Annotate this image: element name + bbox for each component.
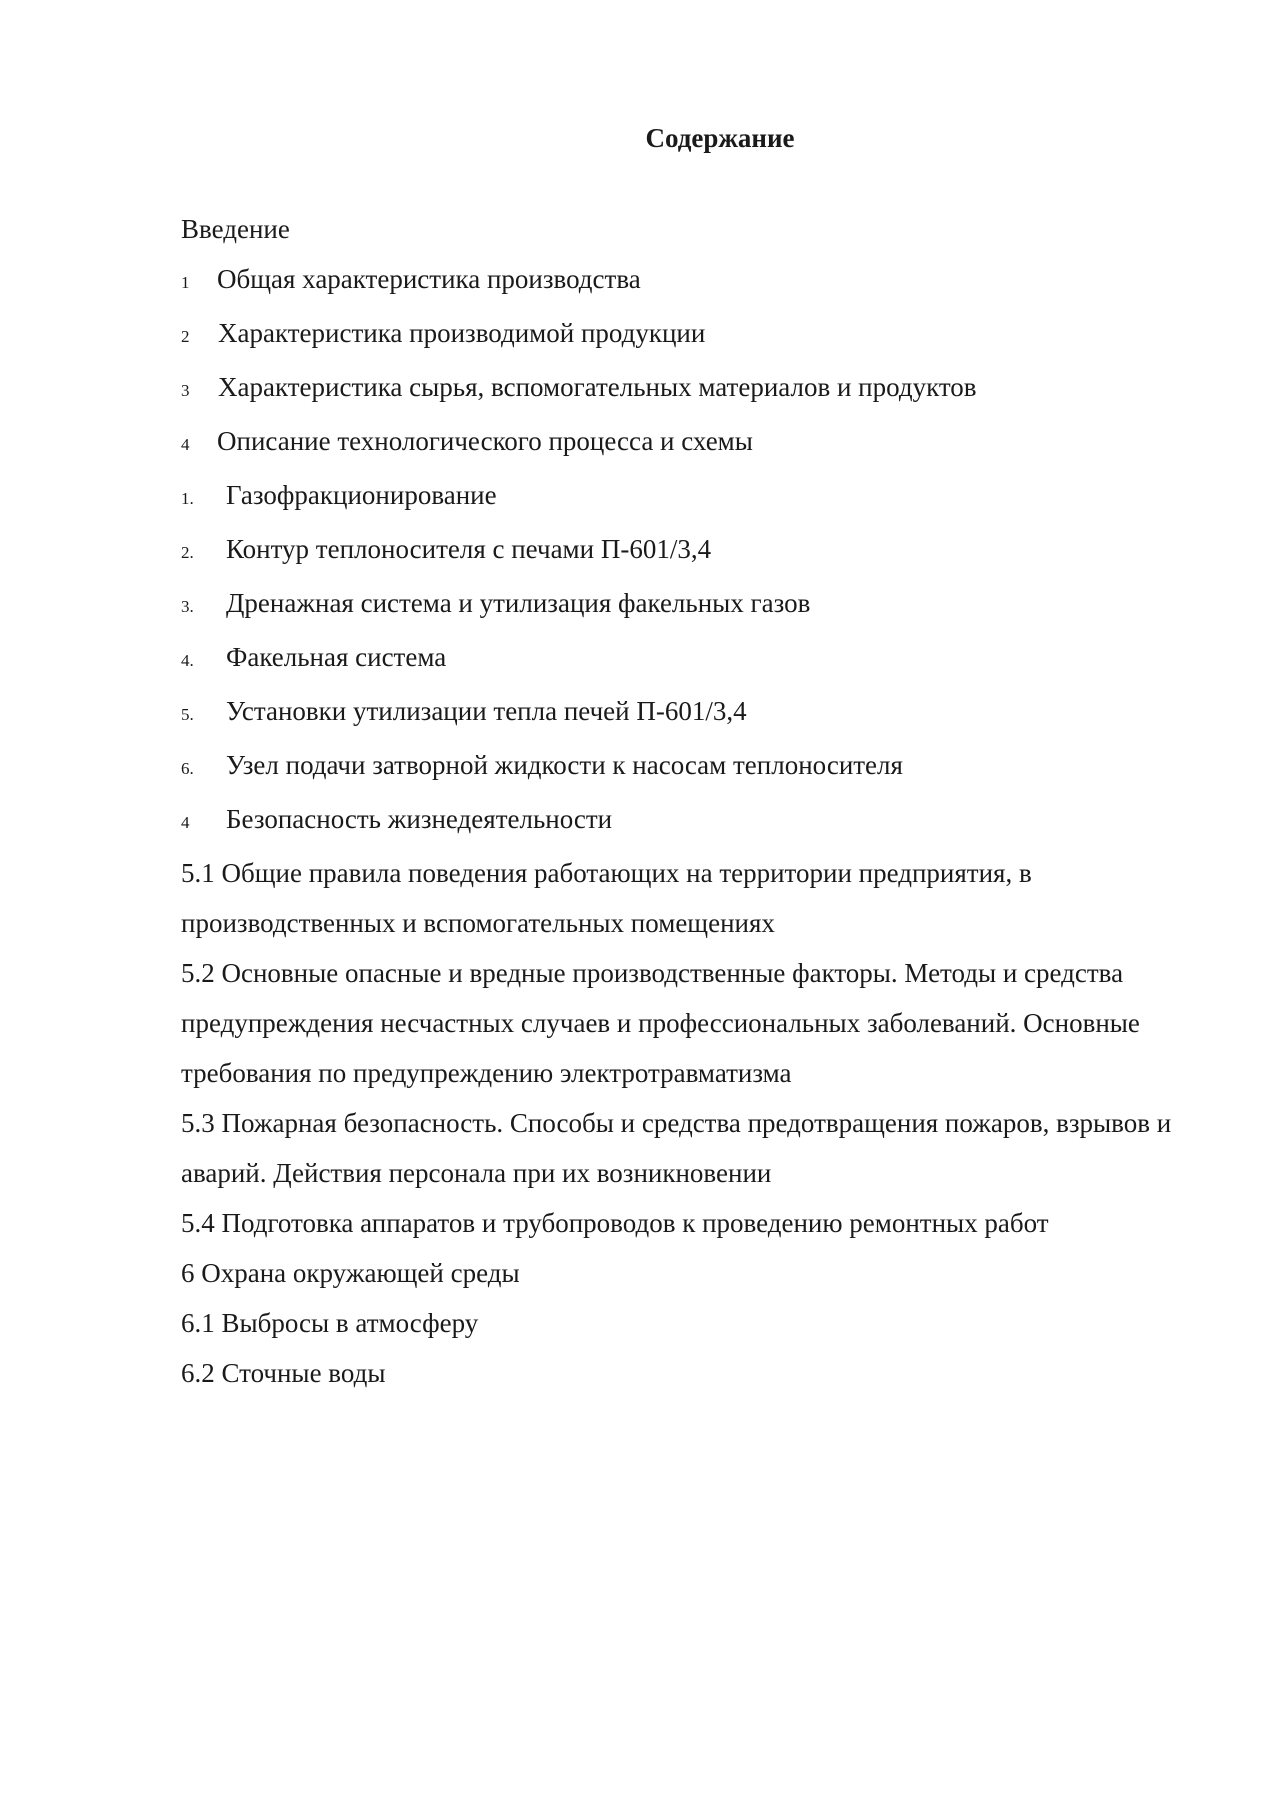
toc-item-number: 5. xyxy=(181,705,194,724)
toc-item-chapter-3 xyxy=(181,362,1191,416)
table-of-contents xyxy=(181,204,1191,1398)
toc-item-6-2 xyxy=(181,1348,1191,1398)
toc-item-number: 2. xyxy=(181,543,194,562)
toc-item-label: Факельная система xyxy=(226,642,447,672)
toc-item-label: Введение xyxy=(181,214,290,244)
toc-item-chapter-2 xyxy=(181,308,1191,362)
toc-item-chapter-6 xyxy=(181,1248,1191,1298)
toc-item-label: Характеристика сырья, вспомогательных материалов и продуктов xyxy=(218,372,977,402)
toc-item-label: 6.2 Сточные воды xyxy=(181,1358,386,1388)
toc-item-section-3 xyxy=(181,578,1191,632)
toc-item-number: 3. xyxy=(181,597,194,616)
toc-item-6-1 xyxy=(181,1298,1191,1348)
page-title: Содержание xyxy=(645,123,795,153)
toc-item-number: 1. xyxy=(181,489,194,508)
toc-item-section-5 xyxy=(181,686,1191,740)
toc-item-introduction xyxy=(181,204,1191,254)
toc-item-label: Безопасность жизнедеятельности xyxy=(226,804,613,834)
toc-item-number: 6. xyxy=(181,759,194,778)
toc-item-label: Контур теплоносителя с печами П-601/3,4 xyxy=(226,534,712,564)
toc-item-label: 5.2 Основные опасные и вредные производственные факторы. Методы и средства предупреждения несчастных случаев и профессиональных заболеваний. Основные требования по предупреждению электротравматизма xyxy=(181,958,1140,1088)
toc-item-label: 5.4 Подготовка аппаратов и трубопроводов к проведению ремонтных работ xyxy=(181,1208,1049,1238)
toc-item-number: 4 xyxy=(181,435,190,454)
toc-item-number: 4 xyxy=(181,813,190,832)
toc-item-label: Характеристика производимой продукции xyxy=(218,318,706,348)
toc-item-chapter-4 xyxy=(181,416,1191,470)
toc-item-label: Газофракционирование xyxy=(226,480,497,510)
toc-item-label: Дренажная система и утилизация факельных газов xyxy=(226,588,811,618)
toc-item-number: 3 xyxy=(181,381,190,400)
toc-item-label: 6.1 Выбросы в атмосферу xyxy=(181,1308,479,1338)
toc-item-5-4 xyxy=(181,1198,1191,1248)
toc-item-label: 6 Охрана окружающей среды xyxy=(181,1258,520,1288)
toc-item-label: Общая характеристика производства xyxy=(217,264,641,294)
toc-item-section-1 xyxy=(181,470,1191,524)
toc-item-safety xyxy=(181,794,1191,848)
toc-item-chapter-1 xyxy=(181,254,1191,308)
toc-item-label: Описание технологического процесса и схемы xyxy=(217,426,753,456)
toc-item-section-6 xyxy=(181,740,1191,794)
toc-item-number: 2 xyxy=(181,327,190,346)
toc-item-5-3 xyxy=(181,1098,1191,1198)
toc-item-label: Узел подачи затворной жидкости к насосам теплоносителя xyxy=(226,750,903,780)
toc-item-number: 1 xyxy=(181,273,190,292)
toc-item-section-4 xyxy=(181,632,1191,686)
toc-item-5-1 xyxy=(181,848,1191,948)
toc-item-label: 5.3 Пожарная безопасность. Способы и средства предотвращения пожаров, взрывов и аварий. Действия персонала при их возникновении xyxy=(181,1108,1172,1188)
toc-item-section-2 xyxy=(181,524,1191,578)
toc-item-number: 4. xyxy=(181,651,194,670)
toc-item-label: 5.1 Общие правила поведения работающих на территории предприятия, в производственных и вспомогательных помещениях xyxy=(181,858,1032,938)
toc-item-5-2 xyxy=(181,948,1191,1098)
toc-item-label: Установки утилизации тепла печей П-601/3,4 xyxy=(226,696,747,726)
